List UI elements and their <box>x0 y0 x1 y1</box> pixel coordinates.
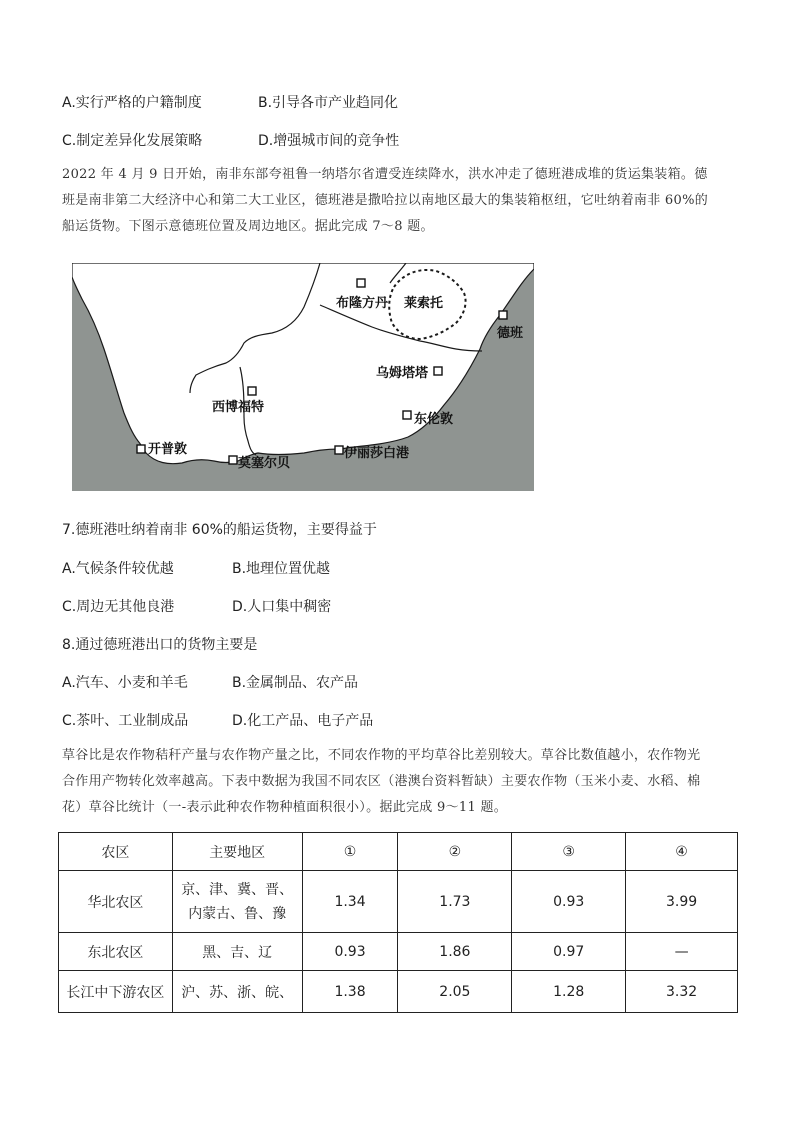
table-cell-value: 1.28 <box>512 971 626 1013</box>
q8-option-d: D.化工产品、电子产品 <box>232 713 374 729</box>
table-cell-value: 3.32 <box>626 971 738 1013</box>
table-cell-areas: 沪、苏、浙、皖、 <box>172 971 302 1013</box>
city-marker-mossel-bay <box>229 456 237 464</box>
table-cell-value: 0.93 <box>512 871 626 933</box>
table-cell-value: 3.99 <box>626 871 738 933</box>
table-cell-value: 1.86 <box>398 933 512 971</box>
q6-option-b: B.引导各市产业趋同化 <box>258 95 399 111</box>
q7-option-b: B.地理位置优越 <box>232 561 331 577</box>
table-cell-value: 1.34 <box>302 871 398 933</box>
table-row <box>59 871 738 933</box>
table-header-cell: ④ <box>626 833 738 871</box>
map-label-bloemfontein: 布隆方丹 <box>336 296 389 311</box>
table-cell-value: 2.05 <box>398 971 512 1013</box>
city-marker-cape-town <box>137 445 145 453</box>
city-marker-umtata <box>434 367 442 375</box>
q6-option-a: A.实行严格的户籍制度 <box>62 95 202 111</box>
q7-option-c: C.周边无其他良港 <box>62 599 175 615</box>
table-header-cell: ③ <box>512 833 626 871</box>
city-marker-kimberley <box>248 387 256 395</box>
q8-option-c: C.茶叶、工业制成品 <box>62 713 189 729</box>
table-row <box>59 971 738 1013</box>
table-cell-areas <box>172 871 302 933</box>
table-header-cell: ② <box>398 833 512 871</box>
intro-line: 花）草谷比统计（一-表示此种农作物种植面积很小）。据此完成 9～11 题。 <box>62 800 508 815</box>
q7-option-a: A.气候条件较优越 <box>62 561 174 577</box>
table-header-row <box>59 833 738 871</box>
table-header-cell: 农区 <box>59 833 173 871</box>
table-header-cell: 主要地区 <box>172 833 302 871</box>
map-label-port-elizabeth: 伊丽莎白港 <box>344 446 410 461</box>
table-cell-region: 东北农区 <box>59 933 173 971</box>
intro-line: 合作用产物转化效率越高。下表中数据为我国不同农区（港澳台资料暂缺）主要农作物（玉米小麦、水稻、棉 <box>62 774 701 789</box>
intro-line: 草谷比是农作物秸秆产量与农作物产量之比，不同农作物的平均草谷比差别较大。草谷比数值越小，农作物光 <box>62 748 701 763</box>
table-row <box>59 933 738 971</box>
straw-grain-ratio-table <box>58 832 738 1013</box>
table-header-cell: ① <box>302 833 398 871</box>
intro-paragraph-straw-grain <box>62 743 700 821</box>
table-cell-value: 0.97 <box>512 933 626 971</box>
table-cell-value: 1.38 <box>302 971 398 1013</box>
intro-line: 船运货物。下图示意德班位置及周边地区。据此完成 7～8 题。 <box>62 219 434 234</box>
table-cell-region: 长江中下游农区 <box>59 971 173 1013</box>
city-marker-east-london <box>403 411 411 419</box>
q8-option-b: B.金属制品、农产品 <box>232 675 359 691</box>
q6-option-c: C.制定差异化发展策略 <box>62 133 203 149</box>
q7-option-d: D.人口集中稠密 <box>232 599 332 615</box>
table-cell-value: 1.73 <box>398 871 512 933</box>
map-figure-south-africa <box>72 263 534 491</box>
map-label-lesotho: 莱索托 <box>404 296 444 311</box>
city-marker-port-elizabeth <box>335 446 343 454</box>
q6-option-d: D.增强城市间的竞争性 <box>258 133 400 149</box>
city-marker-durban <box>499 311 507 319</box>
map-label-east-london: 东伦敦 <box>414 412 454 427</box>
map-label-durban: 德班 <box>497 326 524 341</box>
map-label-kimberley: 西博福特 <box>212 400 265 415</box>
q8-option-a: A.汽车、小麦和羊毛 <box>62 675 188 691</box>
intro-line: 班是南非第二大经济中心和第二大工业区，德班港是撒哈拉以南地区最大的集装箱枢纽，它吐纳着南非 60%的 <box>62 193 709 208</box>
city-marker-bloemfontein <box>357 279 365 287</box>
areas-line: 京、津、冀、晋、 <box>181 881 294 898</box>
intro-line: 2022 年 4 月 9 日开始，南非东部夸祖鲁一纳塔尔省遭受连续降水，洪水冲走了德班港成堆的货运集装箱。德 <box>62 167 708 182</box>
map-label-cape-town: 开普敦 <box>148 442 188 457</box>
table-cell-value: 0.93 <box>302 933 398 971</box>
table-cell-value: — <box>626 933 738 971</box>
table-cell-region: 华北农区 <box>59 871 173 933</box>
q7-stem: 7.德班港吐纳着南非 60%的船运货物，主要得益于 <box>62 522 377 538</box>
areas-line: 内蒙古、鲁、豫 <box>188 905 287 922</box>
map-label-umtata: 乌姆塔塔 <box>376 366 429 381</box>
map-svg <box>72 263 534 491</box>
map-label-mossel-bay: 莫塞尔贝 <box>238 456 291 471</box>
intro-paragraph-durban <box>62 162 708 240</box>
q8-stem: 8.通过德班港出口的货物主要是 <box>62 637 258 653</box>
table-cell-areas: 黑、吉、辽 <box>172 933 302 971</box>
